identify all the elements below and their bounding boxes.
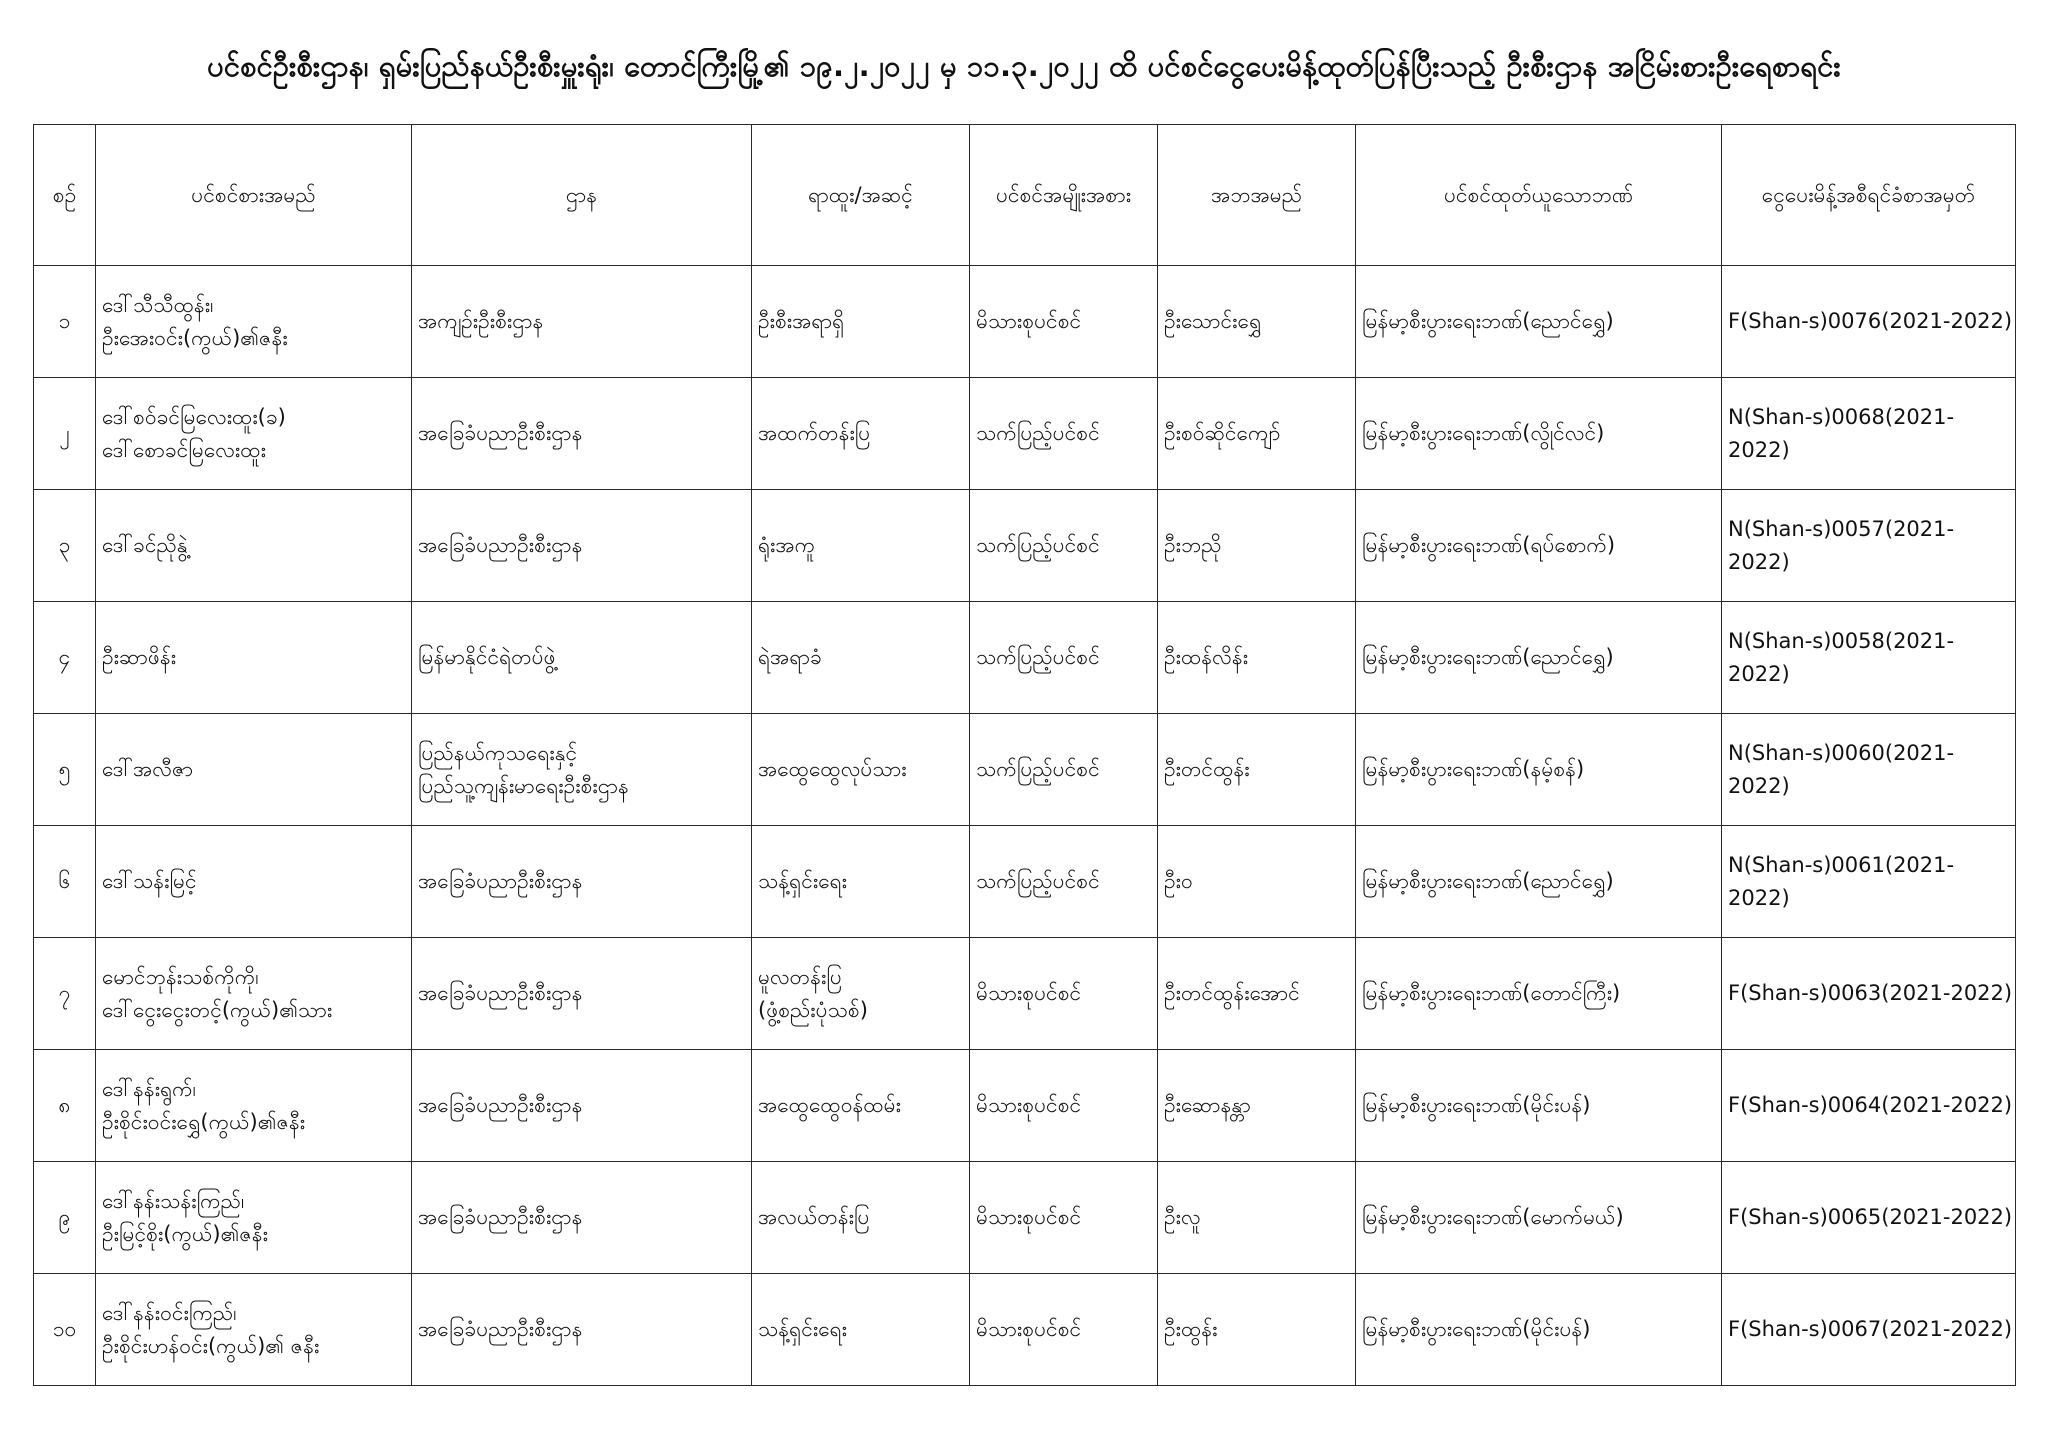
department-cell xyxy=(412,266,752,378)
pensioner-name-cell-line: ဒေါ်သီသီထွန်း၊ xyxy=(102,292,214,317)
bank-cell: မြန်မာ့စီးပွားရေးဘဏ်(ညောင်ရွှေ) xyxy=(1356,826,1722,938)
department-cell xyxy=(412,714,752,826)
department-cell-line: ပြည်သူ့ကျန်းမာရေးဦးစီးဌာန xyxy=(418,773,629,798)
table-row xyxy=(34,266,2016,378)
department-cell-line: အခြေခံပညာဦးစီးဌာန xyxy=(418,421,583,446)
table-row xyxy=(34,826,2016,938)
rank-cell-line: ရုံးအကူ xyxy=(758,533,816,558)
pensioner-name-cell xyxy=(96,938,412,1050)
rank-cell-line: အထွေထွေဝန်ထမ်း xyxy=(758,1093,901,1118)
department-cell xyxy=(412,378,752,490)
page-title: ပင်စင်ဦးစီးဌာန၊ ရှမ်းပြည်နယ်ဦးစီးမှူးရုံး၊ တောင်ကြီးမြို့၏ ၁၉.၂.၂၀၂၂ မှ ၁၁.၃.၂၀၂၂ ထိ ပင်စင်ငွေပေးမိန့်ထုတ်ပြန်ပြီးသည့် ဦးစီးဌာန အငြိမ်းစားဦးရေစာရင်း xyxy=(207,49,1841,83)
header-serial: စဉ် xyxy=(34,125,96,266)
header-bank: ပင်စင်ထုတ်ယူသောဘဏ် xyxy=(1356,125,1722,266)
pension-type-cell: သက်ပြည့်ပင်စင် xyxy=(970,602,1158,714)
rank-cell xyxy=(752,1274,970,1386)
rank-cell-line: (ဖွံ့စည်းပုံသစ်) xyxy=(758,997,868,1022)
pensioner-name-cell-line: ဦးစိုင်းဝင်းရွှေ(ကွယ်)၏ဇနီး xyxy=(102,1109,306,1134)
pension-type-cell: သက်ပြည့်ပင်စင် xyxy=(970,378,1158,490)
department-cell xyxy=(412,1162,752,1274)
rank-cell-line: အထက်တန်းပြ xyxy=(758,421,871,446)
order-number-cell: F(Shan-s)0076(2021-2022) xyxy=(1722,266,2016,378)
pensioner-name-cell-line: ဒေါ်ငွေးငွေးတင့်(ကွယ်)၏သား xyxy=(102,997,333,1022)
rank-cell-line: သန့်ရှင်းရေး xyxy=(758,1317,848,1342)
father-name-cell: ဦးဝ xyxy=(1158,826,1356,938)
pensioner-name-cell-line: ဒေါ်နန်းရွက်၊ xyxy=(102,1076,197,1101)
serial-cell: ၉ xyxy=(34,1162,96,1274)
pension-type-cell: သက်ပြည့်ပင်စင် xyxy=(970,826,1158,938)
bank-cell: မြန်မာ့စီးပွားရေးဘဏ်(လွိုင်လင်) xyxy=(1356,378,1722,490)
rank-cell-line: ရဲအရာခံ xyxy=(758,645,822,670)
pensioner-name-cell-line: ဦးဆာဖိန်း xyxy=(102,645,177,670)
header-father-name: အဘအမည် xyxy=(1158,125,1356,266)
pensioner-name-cell-line: ဒေါ်ခင်ညိုနွဲ့ xyxy=(102,533,188,558)
bank-cell: မြန်မာ့စီးပွားရေးဘဏ်(တောင်ကြီး) xyxy=(1356,938,1722,1050)
father-name-cell: ဦးတင်ထွန်း xyxy=(1158,714,1356,826)
department-cell xyxy=(412,1050,752,1162)
department-cell-line: အကျဉ်းဦးစီးဌာန xyxy=(418,309,544,334)
bank-cell: မြန်မာ့စီးပွားရေးဘဏ်(ညောင်ရွှေ) xyxy=(1356,266,1722,378)
table-body xyxy=(34,266,2016,1386)
pensioner-name-cell xyxy=(96,1162,412,1274)
rank-cell xyxy=(752,1050,970,1162)
pensioner-name-cell xyxy=(96,714,412,826)
department-cell xyxy=(412,938,752,1050)
pensioner-name-cell xyxy=(96,266,412,378)
serial-cell: ၆ xyxy=(34,826,96,938)
rank-cell xyxy=(752,266,970,378)
pensioner-name-cell xyxy=(96,490,412,602)
serial-cell: ၇ xyxy=(34,938,96,1050)
pensioner-name-cell-line: ဒေါ်စဝ်ခင်မြလေးထူး(ခ) xyxy=(102,404,286,429)
table-row xyxy=(34,714,2016,826)
department-cell-line: ပြည်နယ်ကုသရေးနှင့် xyxy=(418,740,578,765)
pension-type-cell: မိသားစုပင်စင် xyxy=(970,266,1158,378)
order-number-cell: N(Shan-s)0061(2021-2022) xyxy=(1722,826,2016,938)
order-number-cell: N(Shan-s)0057(2021-2022) xyxy=(1722,490,2016,602)
pensioner-name-cell-line: ဦးအေးဝင်း(ကွယ်)၏ဇနီး xyxy=(102,325,288,350)
father-name-cell: ဦးထန်လိန်း xyxy=(1158,602,1356,714)
serial-cell: ၅ xyxy=(34,714,96,826)
rank-cell xyxy=(752,602,970,714)
pensioner-name-cell xyxy=(96,1274,412,1386)
order-number-cell: N(Shan-s)0068(2021-2022) xyxy=(1722,378,2016,490)
header-pension-type: ပင်စင်အမျိုးအစား xyxy=(970,125,1158,266)
rank-cell xyxy=(752,826,970,938)
serial-cell: ၃ xyxy=(34,490,96,602)
rank-cell xyxy=(752,714,970,826)
department-cell-line: အခြေခံပညာဦးစီးဌာန xyxy=(418,981,583,1006)
pensioner-name-cell-line: ဒေါ်သန်းမြင့် xyxy=(102,869,197,894)
pension-type-cell: မိသားစုပင်စင် xyxy=(970,1274,1158,1386)
table-row xyxy=(34,1162,2016,1274)
rank-cell xyxy=(752,378,970,490)
header-pensioner-name: ပင်စင်စားအမည် xyxy=(96,125,412,266)
department-cell-line: အခြေခံပညာဦးစီးဌာန xyxy=(418,1205,583,1230)
pensioner-name-cell-line: ဒေါ်နန်းသန်းကြည်၊ xyxy=(102,1188,245,1213)
serial-cell: ၁ xyxy=(34,266,96,378)
father-name-cell: ဦးလူ xyxy=(1158,1162,1356,1274)
header-rank: ရာထူး/အဆင့် xyxy=(752,125,970,266)
pensioner-name-cell-line: ဦးမြင့်စိုး(ကွယ်)၏ဇနီး xyxy=(102,1221,269,1246)
rank-cell-line: ဦးစီးအရာရှိ xyxy=(758,309,845,334)
bank-cell: မြန်မာ့စီးပွားရေးဘဏ်(ညောင်ရွှေ) xyxy=(1356,602,1722,714)
bank-cell: မြန်မာ့စီးပွားရေးဘဏ်(မိုင်းပန်) xyxy=(1356,1274,1722,1386)
department-cell-line: မြန်မာနိုင်ငံရဲတပ်ဖွဲ့ xyxy=(418,645,556,670)
pensioner-name-cell-line: ဒေါ်အလီဇာ xyxy=(102,757,194,782)
order-number-cell: F(Shan-s)0067(2021-2022) xyxy=(1722,1274,2016,1386)
table-row xyxy=(34,602,2016,714)
pensioner-name-cell xyxy=(96,826,412,938)
bank-cell: မြန်မာ့စီးပွားရေးဘဏ်(မောက်မယ်) xyxy=(1356,1162,1722,1274)
table-row xyxy=(34,1274,2016,1386)
department-cell-line: အခြေခံပညာဦးစီးဌာန xyxy=(418,1093,583,1118)
father-name-cell: ဦးစဝ်ဆိုင်ကျော် xyxy=(1158,378,1356,490)
department-cell-line: အခြေခံပညာဦးစီးဌာန xyxy=(418,869,583,894)
header-department: ဌာန xyxy=(412,125,752,266)
pensioner-name-cell-line: ဒေါ်စောခင်မြလေးထူး xyxy=(102,437,266,462)
order-number-cell: N(Shan-s)0058(2021-2022) xyxy=(1722,602,2016,714)
header-order-number: ငွေပေးမိန့်အစီရင်ခံစာအမှတ် xyxy=(1722,125,2016,266)
rank-cell xyxy=(752,1162,970,1274)
rank-cell-line: သန့်ရှင်းရေး xyxy=(758,869,848,894)
department-cell xyxy=(412,490,752,602)
pensioner-name-cell-line: ဒေါ်နန်းဝင်းကြည်၊ xyxy=(102,1300,237,1325)
pension-type-cell: မိသားစုပင်စင် xyxy=(970,938,1158,1050)
pension-type-cell: မိသားစုပင်စင် xyxy=(970,1050,1158,1162)
department-cell-line: အခြေခံပညာဦးစီးဌာန xyxy=(418,533,583,558)
father-name-cell: ဦးသောင်းရွှေ xyxy=(1158,266,1356,378)
department-cell xyxy=(412,1274,752,1386)
table-row xyxy=(34,378,2016,490)
serial-cell: ၄ xyxy=(34,602,96,714)
department-cell xyxy=(412,602,752,714)
bank-cell: မြန်မာ့စီးပွားရေးဘဏ်(ရပ်စောက်) xyxy=(1356,490,1722,602)
serial-cell: ၁၀ xyxy=(34,1274,96,1386)
rank-cell-line: အထွေထွေလုပ်သား xyxy=(758,757,907,782)
table-row xyxy=(34,938,2016,1050)
order-number-cell: F(Shan-s)0065(2021-2022) xyxy=(1722,1162,2016,1274)
bank-cell: မြန်မာ့စီးပွားရေးဘဏ်(နမ့်စန်) xyxy=(1356,714,1722,826)
serial-cell: ၂ xyxy=(34,378,96,490)
order-number-cell: F(Shan-s)0064(2021-2022) xyxy=(1722,1050,2016,1162)
pension-type-cell: မိသားစုပင်စင် xyxy=(970,1162,1158,1274)
rank-cell-line: အလယ်တန်းပြ xyxy=(758,1205,870,1230)
father-name-cell: ဦးတင်ထွန်းအောင် xyxy=(1158,938,1356,1050)
table-row xyxy=(34,490,2016,602)
pensioner-name-cell xyxy=(96,1050,412,1162)
pension-type-cell: သက်ပြည့်ပင်စင် xyxy=(970,490,1158,602)
table-row xyxy=(34,1050,2016,1162)
father-name-cell: ဦးဆောနန္တာ xyxy=(1158,1050,1356,1162)
pensioner-name-cell xyxy=(96,378,412,490)
order-number-cell: N(Shan-s)0060(2021-2022) xyxy=(1722,714,2016,826)
department-cell xyxy=(412,826,752,938)
pensioner-table xyxy=(33,124,2016,1386)
table-header-row xyxy=(34,125,2016,266)
father-name-cell: ဦးထွန်း xyxy=(1158,1274,1356,1386)
order-number-cell: F(Shan-s)0063(2021-2022) xyxy=(1722,938,2016,1050)
pensioner-name-cell xyxy=(96,602,412,714)
father-name-cell: ဦးဘညို xyxy=(1158,490,1356,602)
pensioner-name-cell-line: ဦးစိုင်းဟန်ဝင်း(ကွယ်)၏ ဇနီး xyxy=(102,1333,320,1358)
pension-type-cell: သက်ပြည့်ပင်စင် xyxy=(970,714,1158,826)
rank-cell-line: မူလတန်းပြ xyxy=(758,964,842,989)
serial-cell: ၈ xyxy=(34,1050,96,1162)
pensioner-name-cell-line: မောင်ဘုန်းသစ်ကိုကို၊ xyxy=(102,964,259,989)
department-cell-line: အခြေခံပညာဦးစီးဌာန xyxy=(418,1317,583,1342)
rank-cell xyxy=(752,938,970,1050)
rank-cell xyxy=(752,490,970,602)
bank-cell: မြန်မာ့စီးပွားရေးဘဏ်(မိုင်းပန်) xyxy=(1356,1050,1722,1162)
